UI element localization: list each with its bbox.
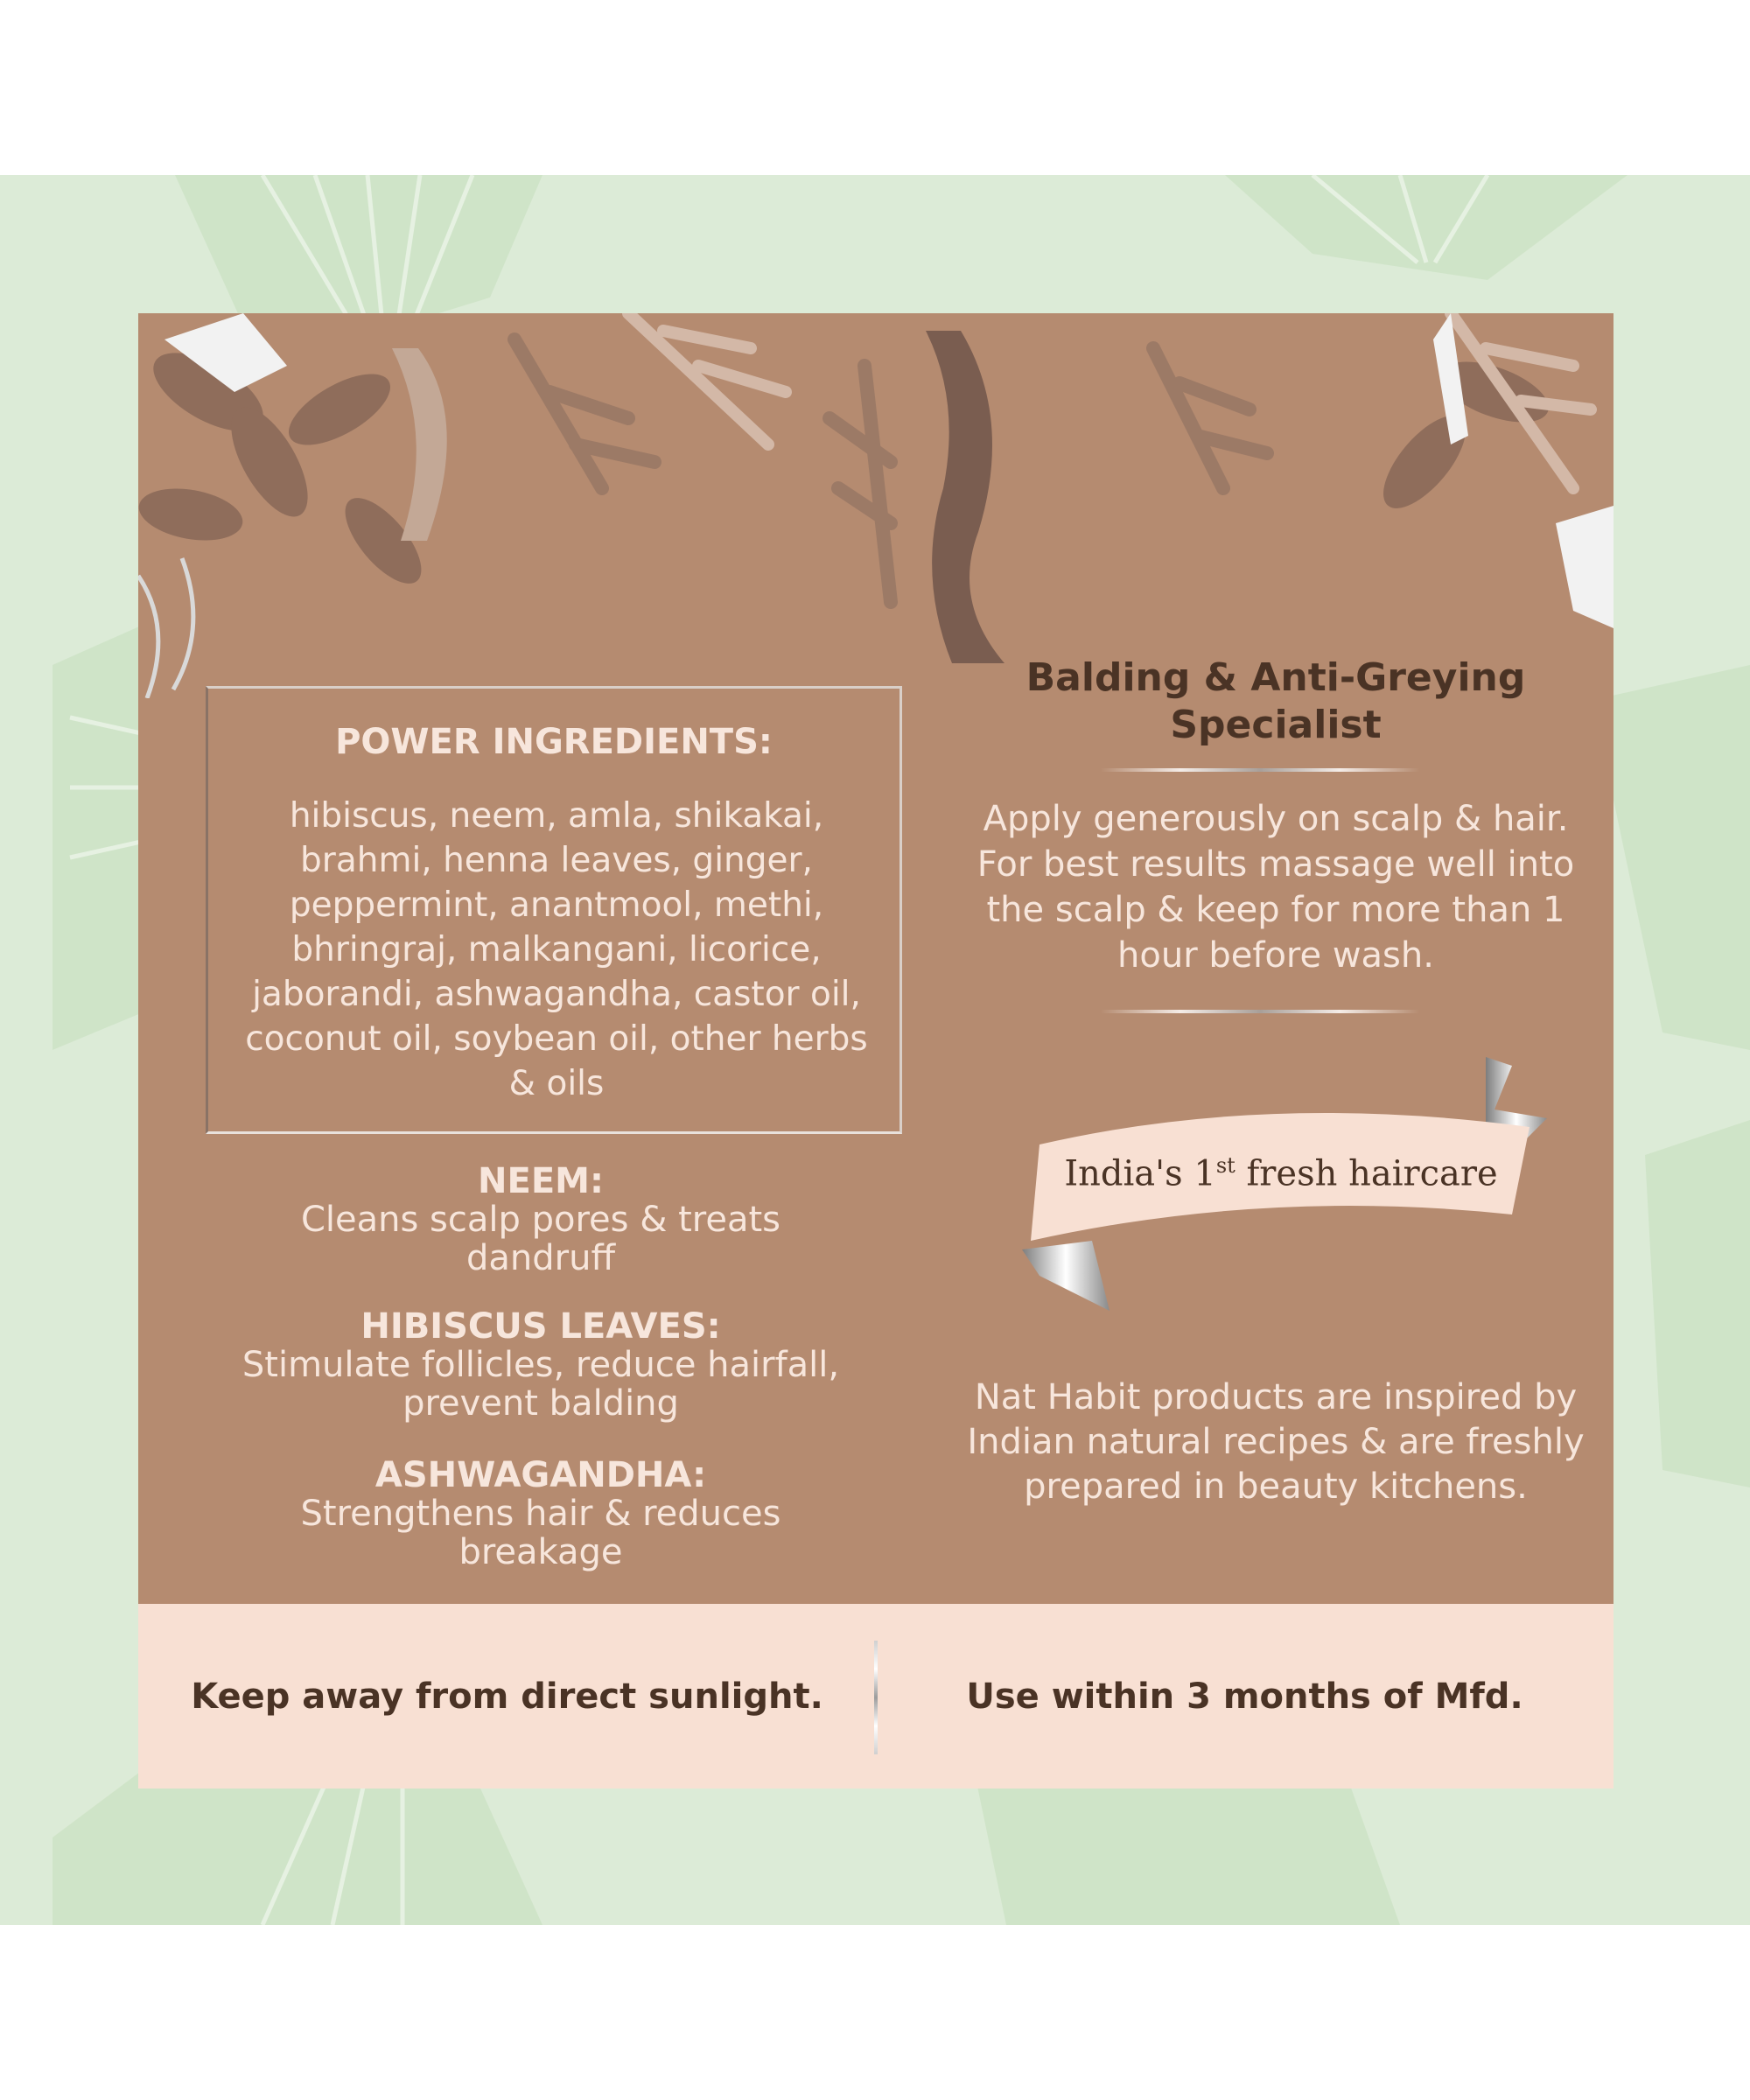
benefit-hibiscus-leaves (138, 1307, 943, 1423)
usage-instructions: Apply generously on scalp & hair. For best results massage well into the scalp & keep for more than 1 hour before wash. (976, 799, 1575, 976)
benefit-description: Stimulate follicles, reduce hairfall, prevent balding (242, 1345, 840, 1424)
product-title: Balding & Anti-Greying Specialist (1026, 655, 1526, 747)
benefit-name: NEEM: (478, 1161, 604, 1201)
benefit-name: HIBISCUS LEAVES: (360, 1306, 721, 1347)
benefit-neem (138, 1162, 943, 1278)
benefit-description: Strengthens hair & reduces breakage (300, 1494, 781, 1572)
sunlight-warning: Keep away from direct sunlight. (191, 1676, 823, 1717)
benefit-name: ASHWAGANDHA: (374, 1455, 707, 1495)
usage-divider (1101, 1010, 1419, 1013)
ingredients-list: hibiscus, neem, amla, shikakai, brahmi, henna leaves, ginger, peppermint, anantmool, methi, bhringraj, malkangani, licorice, jaborandi, ashwagandha, castor oil, coconut oil, soybean oil, other herbs & oils (245, 796, 868, 1103)
benefit-description: Cleans scalp pores & treats dandruff (300, 1200, 781, 1278)
ribbon-tagline: India's 1st fresh haircare (1064, 1153, 1498, 1194)
power-ingredients-box (206, 686, 902, 1134)
storage-footer (138, 1604, 1614, 1788)
botanical-leaves-illustration (138, 313, 1614, 698)
shelf-life-note: Use within 3 months of Mfd. (966, 1676, 1523, 1717)
power-ingredients-title: POWER INGREDIENTS: (335, 722, 773, 762)
title-divider (1101, 768, 1419, 772)
benefit-ashwagandha (138, 1456, 943, 1572)
product-label-card (138, 313, 1614, 1788)
brand-about-text: Nat Habit products are inspired by Indian natural recipes & are freshly prepared in beauty kitchens. (967, 1377, 1585, 1507)
